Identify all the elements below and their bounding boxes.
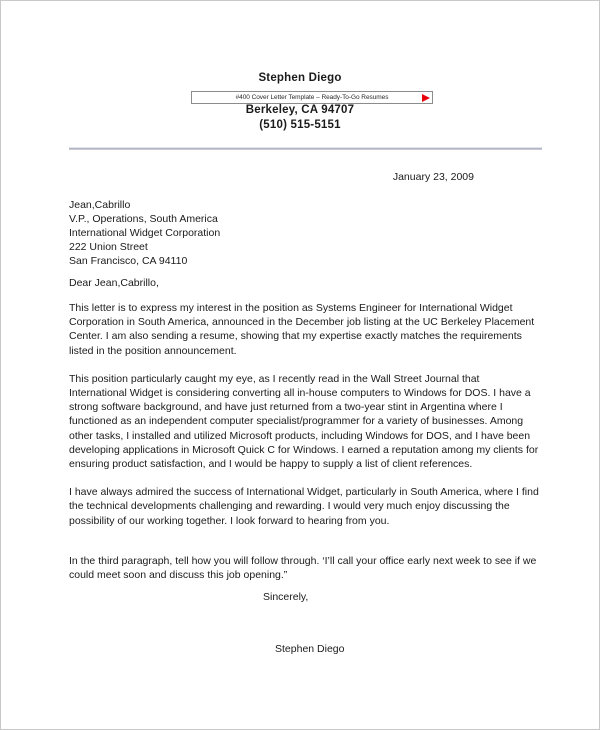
recipient-title: V.P., Operations, South America [69,213,218,225]
template-watermark-banner [191,91,433,104]
letter-paragraph: I have always admired the success of International Widget, particularly in South America, where I find the technical developments challenging and rewarding. I would very much enjoy discussing the possibility of our working together. I look forward to hearing from you. [69,486,539,527]
letter-closing: Sincerely, [263,591,309,603]
horizontal-divider [69,147,542,150]
signature-name: Stephen Diego [275,643,345,655]
template-watermark-label: #400 Cover Letter Template – Ready-To-Go Resumes [235,93,389,102]
recipient-name: Jean,Cabrillo [69,199,131,211]
recipient-street: 222 Union Street [69,241,148,253]
letter-sheet [1,1,599,729]
letterhead-city-state-zip: Berkeley, CA 94707 [245,104,355,116]
letter-body [69,301,539,596]
letter-paragraph: In the third paragraph, tell how you will follow through. ‘I’ll call your office early next week to see if we could meet soon and discuss this job opening.” [69,554,537,582]
letter-salutation: Dear Jean,Cabrillo, [69,277,159,289]
letter-paragraph: This position particularly caught my eye, as I recently read in the Wall Street Journal that International Widget is considering converting all in-house computers to Windows for DOS. I have a strong software background, and have just returned from a two-year stint in Argentina where I functioned as an independent computer specialist/programmer for a variety of businesses. Among other tasks, I installed and utilized Microsoft products, including Windows for DOS, and I have been developing applications in Microsoft Quick C for Windows. I earned a reputation among my clients for ensuring product satisfaction, and I would be happy to supply a list of client references. [69,372,539,471]
letterhead-phone: (510) 515-5151 [259,119,341,131]
letter-date: January 23, 2009 [392,171,474,183]
recipient-city-state-zip: San Francisco, CA 94110 [69,255,188,267]
recipient-address-block [69,198,220,268]
letter-paragraph: This letter is to express my interest in the position as Systems Engineer for International Widget Corporation in South America, announced in the December job listing at the UC Berkeley Placement Center. I am also sending a resume, showing that my expertise exactly matches the requirements listed in the position announcement. [69,302,535,357]
letterhead-name: Stephen Diego [258,72,342,84]
right-arrow-icon [422,94,430,102]
recipient-company: International Widget Corporation [69,227,221,239]
